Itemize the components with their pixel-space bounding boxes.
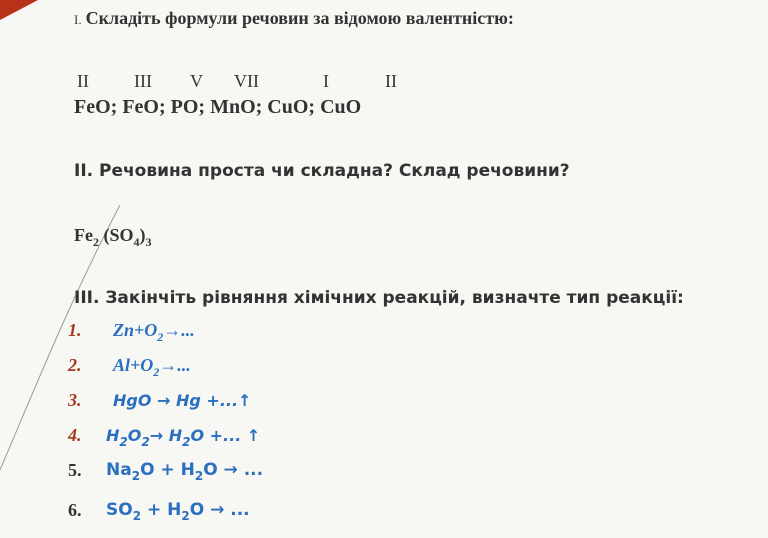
formula-4: MnO;: [210, 96, 263, 118]
section2-formula: [74, 225, 152, 250]
section2-title: II. Речовина проста чи складна? Склад речовини?: [74, 161, 570, 181]
eq-part: O → ...: [203, 460, 264, 480]
section1-title: Складіть формули речовин за відомою валентністю:: [85, 8, 514, 28]
formula-5: CuO;: [267, 96, 316, 118]
valence-6: II: [385, 71, 397, 91]
eq-sub: 2: [153, 365, 160, 379]
eq-part: Zn+O: [113, 320, 158, 340]
item5-equation: [106, 460, 263, 483]
item5-number: 5.: [68, 460, 82, 480]
fe-symbol: Fe: [74, 225, 93, 245]
eq-sub: 2: [132, 509, 142, 523]
eq-part: Al+O: [113, 355, 154, 375]
eq-part: H: [106, 426, 120, 445]
item1-number: 1.: [68, 320, 82, 340]
section1-heading: [74, 8, 514, 29]
eq-sub: 2: [157, 330, 164, 344]
item4-number: 4.: [68, 425, 82, 445]
item2-equation: [113, 355, 191, 380]
eq-part: →...: [163, 320, 195, 340]
eq-sub: 2: [119, 435, 128, 449]
item1-equation: [113, 320, 195, 345]
so-group: (SO: [98, 225, 134, 245]
item4-equation: [106, 426, 260, 449]
eq-sub: 2: [141, 435, 150, 449]
fe-subscript: 2: [92, 235, 99, 249]
valence-5: I: [323, 71, 329, 91]
group-subscript: 3: [145, 235, 152, 249]
eq-part: O → ...: [189, 500, 250, 520]
corner-decoration: [0, 0, 40, 22]
eq-sub: 2: [194, 469, 204, 483]
item2-number: 2.: [68, 355, 82, 375]
item6-equation: [106, 500, 250, 523]
close-paren: ): [139, 225, 146, 245]
eq-part: O: [127, 426, 142, 445]
eq-sub: 2: [182, 435, 191, 449]
so-subscript: 4: [133, 235, 140, 249]
valence-2: III: [134, 71, 152, 91]
valence-1: II: [77, 71, 89, 91]
eq-part: Na: [106, 460, 132, 480]
item6-number: 6.: [68, 500, 82, 520]
eq-sub: 2: [181, 509, 190, 523]
eq-part: O + H: [140, 460, 195, 480]
section3-title: III. Закінчіть рівняння хімічних реакцій, визначте тип реакції:: [74, 288, 684, 308]
formula-3: PO;: [170, 96, 206, 118]
eq-sub: 2: [131, 469, 141, 483]
valence-3: V: [190, 71, 203, 91]
formula-1: FeO;: [74, 96, 118, 118]
eq-part: SO: [106, 500, 133, 520]
section1-roman: I.: [74, 12, 82, 27]
eq-part: HgO → Hg +...↑: [113, 391, 252, 410]
eq-part: + H: [141, 500, 182, 520]
formula-row: [74, 96, 361, 119]
item3-equation: [113, 391, 251, 410]
eq-part: O +... ↑: [190, 426, 261, 445]
item3-number: 3.: [68, 390, 82, 410]
formula-6: CuO: [320, 96, 362, 118]
formula-2: FeO;: [122, 96, 166, 118]
valence-4: VII: [234, 71, 259, 91]
eq-part: → H: [149, 426, 183, 445]
eq-part: →...: [159, 355, 191, 375]
